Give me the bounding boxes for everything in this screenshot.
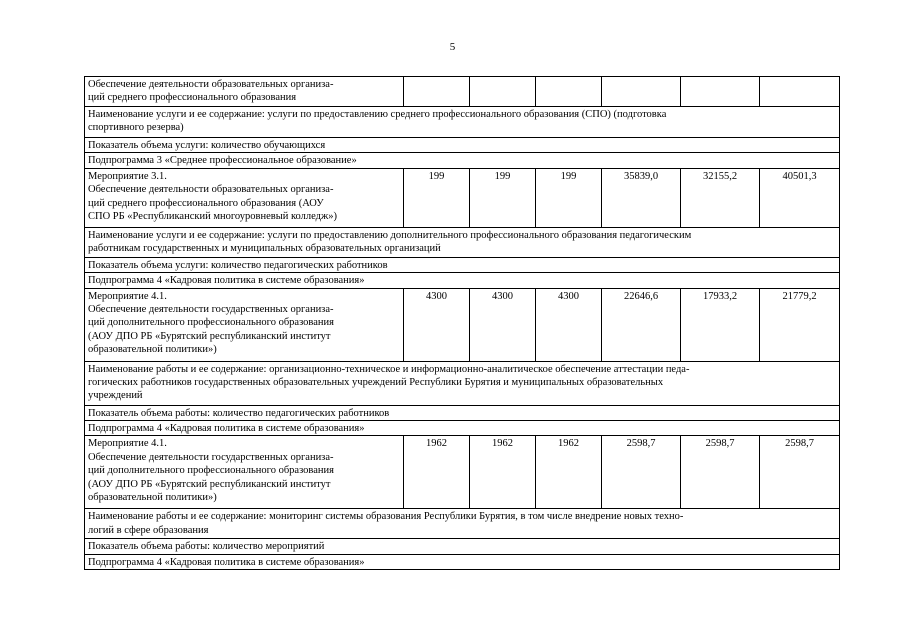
table-row xyxy=(85,107,840,138)
value-cell: 199 xyxy=(470,168,536,227)
volume-indicator-cell: Показатель объема услуги: количество педагогических работников xyxy=(85,257,840,272)
value-cell: 22646,6 xyxy=(602,288,681,361)
table-row xyxy=(85,257,840,272)
activity-description-cell: Мероприятие 4.1. Обеспечение деятельности государственных организа- ций дополнительного профессионального образования (АОУ ДПО РБ «Бурятский республиканский институт образовательной политики») xyxy=(85,436,404,509)
value-cell: 2598,7 xyxy=(602,436,681,509)
program-table xyxy=(84,76,840,570)
table-row xyxy=(85,77,840,107)
value-cell: 4300 xyxy=(536,288,602,361)
table-row xyxy=(85,421,840,436)
table-row xyxy=(85,288,840,361)
subprogram-cell: Подпрограмма 4 «Кадровая политика в системе образования» xyxy=(85,554,840,569)
activity-description-cell: Обеспечение деятельности образовательных организа- ций среднего профессионального образования xyxy=(85,77,404,107)
subprogram-cell: Подпрограмма 4 «Кадровая политика в системе образования» xyxy=(85,421,840,436)
table-row xyxy=(85,273,840,288)
table-row xyxy=(85,138,840,153)
value-cell: 35839,0 xyxy=(602,168,681,227)
table-row xyxy=(85,436,840,509)
value-cell: 2598,7 xyxy=(760,436,840,509)
page-number: 5 xyxy=(449,41,456,53)
value-cell: 4300 xyxy=(404,288,470,361)
value-cell: 40501,3 xyxy=(760,168,840,227)
value-cell xyxy=(404,77,470,107)
value-cell xyxy=(602,77,681,107)
value-cell: 1962 xyxy=(470,436,536,509)
table-row xyxy=(85,153,840,168)
value-cell: 4300 xyxy=(470,288,536,361)
value-cell: 1962 xyxy=(536,436,602,509)
table-row xyxy=(85,227,840,257)
work-description-cell: Наименование работы и ее содержание: организационно-техническое и информационно-аналитическое обеспечение аттестации педа- гогических работников государственных образовательных учреждений Республики Бурятия и муниципальных образовательных учреждений xyxy=(85,361,840,405)
value-cell: 2598,7 xyxy=(681,436,760,509)
value-cell: 199 xyxy=(536,168,602,227)
activity-description-cell: Мероприятие 3.1. Обеспечение деятельности образовательных организа- ций среднего профессионального образования (АОУ СПО РБ «Республиканский многоуровневый колледж») xyxy=(85,168,404,227)
table-row xyxy=(85,361,840,405)
value-cell: 32155,2 xyxy=(681,168,760,227)
table-row xyxy=(85,168,840,227)
value-cell: 1962 xyxy=(404,436,470,509)
table-row xyxy=(85,554,840,569)
activity-description-cell: Мероприятие 4.1. Обеспечение деятельности государственных организа- ций дополнительного профессионального образования (АОУ ДПО РБ «Бурятский республиканский институт образовательной политики») xyxy=(85,288,404,361)
service-description-cell: Наименование услуги и ее содержание: услуги по предоставлению дополнительного профессионального образования педагогическим работникам государственных и муниципальных образовательных организаций xyxy=(85,227,840,257)
value-cell xyxy=(681,77,760,107)
service-description-cell: Наименование услуги и ее содержание: услуги по предоставлению среднего профессионального образования (СПО) (подготовка спортивного резерва) xyxy=(85,107,840,138)
table-row xyxy=(85,405,840,420)
volume-indicator-cell: Показатель объема работы: количество педагогических работников xyxy=(85,405,840,420)
volume-indicator-cell: Показатель объема работы: количество мероприятий xyxy=(85,539,840,554)
volume-indicator-cell: Показатель объема услуги: количество обучающихся xyxy=(85,138,840,153)
work-description-cell: Наименование работы и ее содержание: мониторинг системы образования Республики Бурятия, в том числе внедрение новых техно- логий в сфере образования xyxy=(85,509,840,539)
value-cell xyxy=(760,77,840,107)
table-row xyxy=(85,509,840,539)
subprogram-cell: Подпрограмма 4 «Кадровая политика в системе образования» xyxy=(85,273,840,288)
value-cell: 199 xyxy=(404,168,470,227)
table-row xyxy=(85,539,840,554)
value-cell: 21779,2 xyxy=(760,288,840,361)
value-cell xyxy=(536,77,602,107)
value-cell: 17933,2 xyxy=(681,288,760,361)
subprogram-cell: Подпрограмма 3 «Среднее профессиональное образование» xyxy=(85,153,840,168)
value-cell xyxy=(470,77,536,107)
